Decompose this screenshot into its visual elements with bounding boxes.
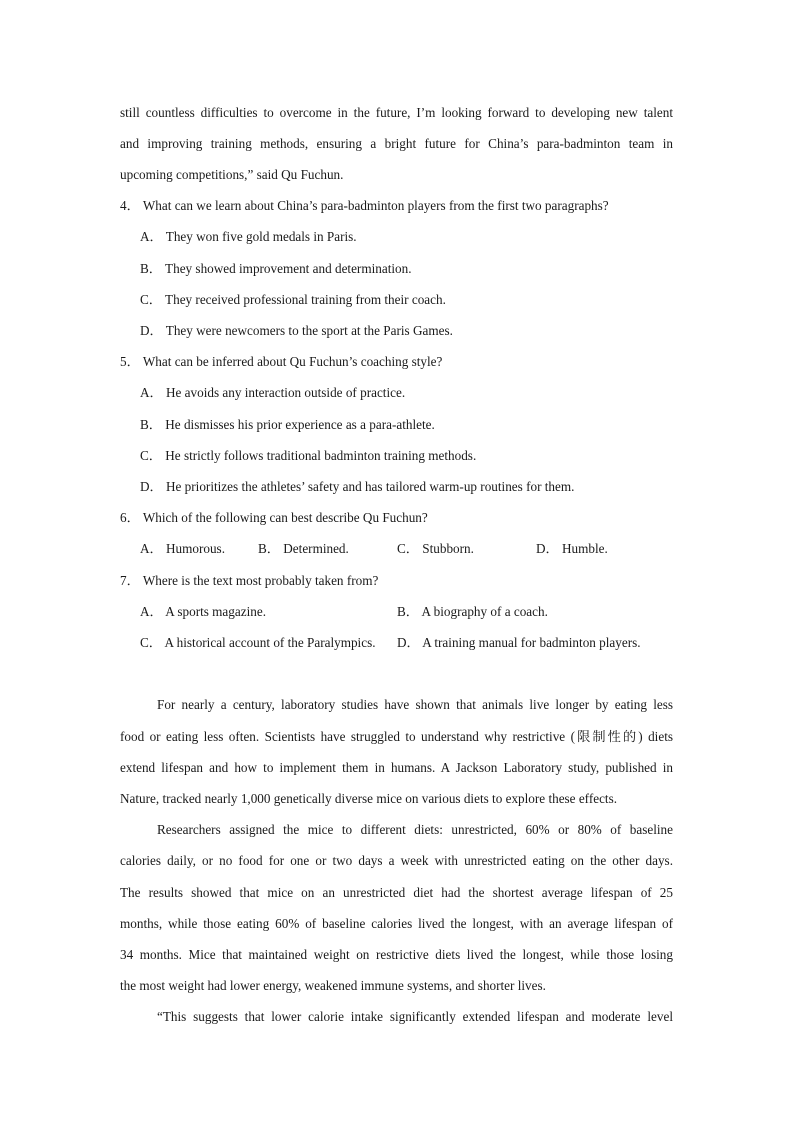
passage1-line-2: and improving training methods, ensuring a bright future for China’s para-badminton team in <box>120 136 673 151</box>
passage2-p2-line-1: Researchers assigned the mice to different diets: unrestricted, 60% or 80% of baseline <box>157 822 673 837</box>
passage2-p2-line-4: months, while those eating 60% of baseline calories lived the longest, with an average lifespan of <box>120 916 673 931</box>
question-5-option-a[interactable]: A． He avoids any interaction outside of practice. <box>140 385 406 400</box>
question-7-stem: 7． Where is the text most probably taken from? <box>120 573 379 588</box>
question-5-option-d[interactable]: D． He prioritizes the athletes’ safety and has tailored warm-up routines for them. <box>140 479 575 494</box>
question-4-option-a[interactable]: A． They won five gold medals in Paris. <box>140 229 357 244</box>
question-6-option-b[interactable]: B． Determined. <box>258 541 349 556</box>
question-4-option-b[interactable]: B． They showed improvement and determination. <box>140 261 412 276</box>
passage2-p2-line-2: calories daily, or no food for one or two days a week with unrestricted eating on the other days. <box>120 853 673 868</box>
question-7-option-b[interactable]: B． A biography of a coach. <box>397 604 548 619</box>
question-6-option-a[interactable]: A． Humorous. <box>140 541 225 556</box>
question-6-option-c[interactable]: C． Stubborn. <box>397 541 474 556</box>
passage2-p1-line-3: extend lifespan and how to implement them in humans. A Jackson Laboratory study, published in <box>120 760 673 775</box>
passage2-p2-line-3: The results showed that mice on an unrestricted diet had the shortest average lifespan of 25 <box>120 885 673 900</box>
passage2-p2-line-6: the most weight had lower energy, weakened immune systems, and shorter lives. <box>120 978 546 993</box>
question-4-option-c[interactable]: C． They received professional training from their coach. <box>140 292 446 307</box>
passage2-p1-line-1: For nearly a century, laboratory studies have shown that animals live longer by eating less <box>157 697 673 712</box>
passage1-line-3: upcoming competitions,” said Qu Fuchun. <box>120 167 344 182</box>
passage2-p1-line-4: Nature, tracked nearly 1,000 genetically diverse mice on various diets to explore these effects. <box>120 791 618 806</box>
passage2-p3-line-1: “This suggests that lower calorie intake significantly extended lifespan and moderate level <box>157 1009 673 1024</box>
question-6-option-d[interactable]: D． Humble. <box>536 541 608 556</box>
question-4-option-d[interactable]: D． They were newcomers to the sport at the Paris Games. <box>140 323 453 338</box>
question-6-stem: 6． Which of the following can best describe Qu Fuchun? <box>120 510 428 525</box>
question-5-option-b[interactable]: B． He dismisses his prior experience as a para-athlete. <box>140 417 435 432</box>
question-5-stem: 5． What can be inferred about Qu Fuchun’s coaching style? <box>120 354 443 369</box>
question-7-option-d[interactable]: D． A training manual for badminton players. <box>397 635 641 650</box>
question-5-option-c[interactable]: C． He strictly follows traditional badminton training methods. <box>140 448 477 463</box>
passage2-p1-line-2: food or eating less often. Scientists have struggled to understand why restrictive (限制性的) diets <box>120 729 673 744</box>
passage2-p2-line-5: 34 months. Mice that maintained weight on restrictive diets lived the longest, while those losing <box>120 947 673 962</box>
question-7-option-a[interactable]: A． A sports magazine. <box>140 604 266 619</box>
passage1-line-1: still countless difficulties to overcome in the future, I’m looking forward to developing new talent <box>120 105 673 120</box>
question-7-option-c[interactable]: C． A historical account of the Paralympics. <box>140 635 376 650</box>
question-4-stem: 4． What can we learn about China’s para-badminton players from the first two paragraphs? <box>120 198 609 213</box>
